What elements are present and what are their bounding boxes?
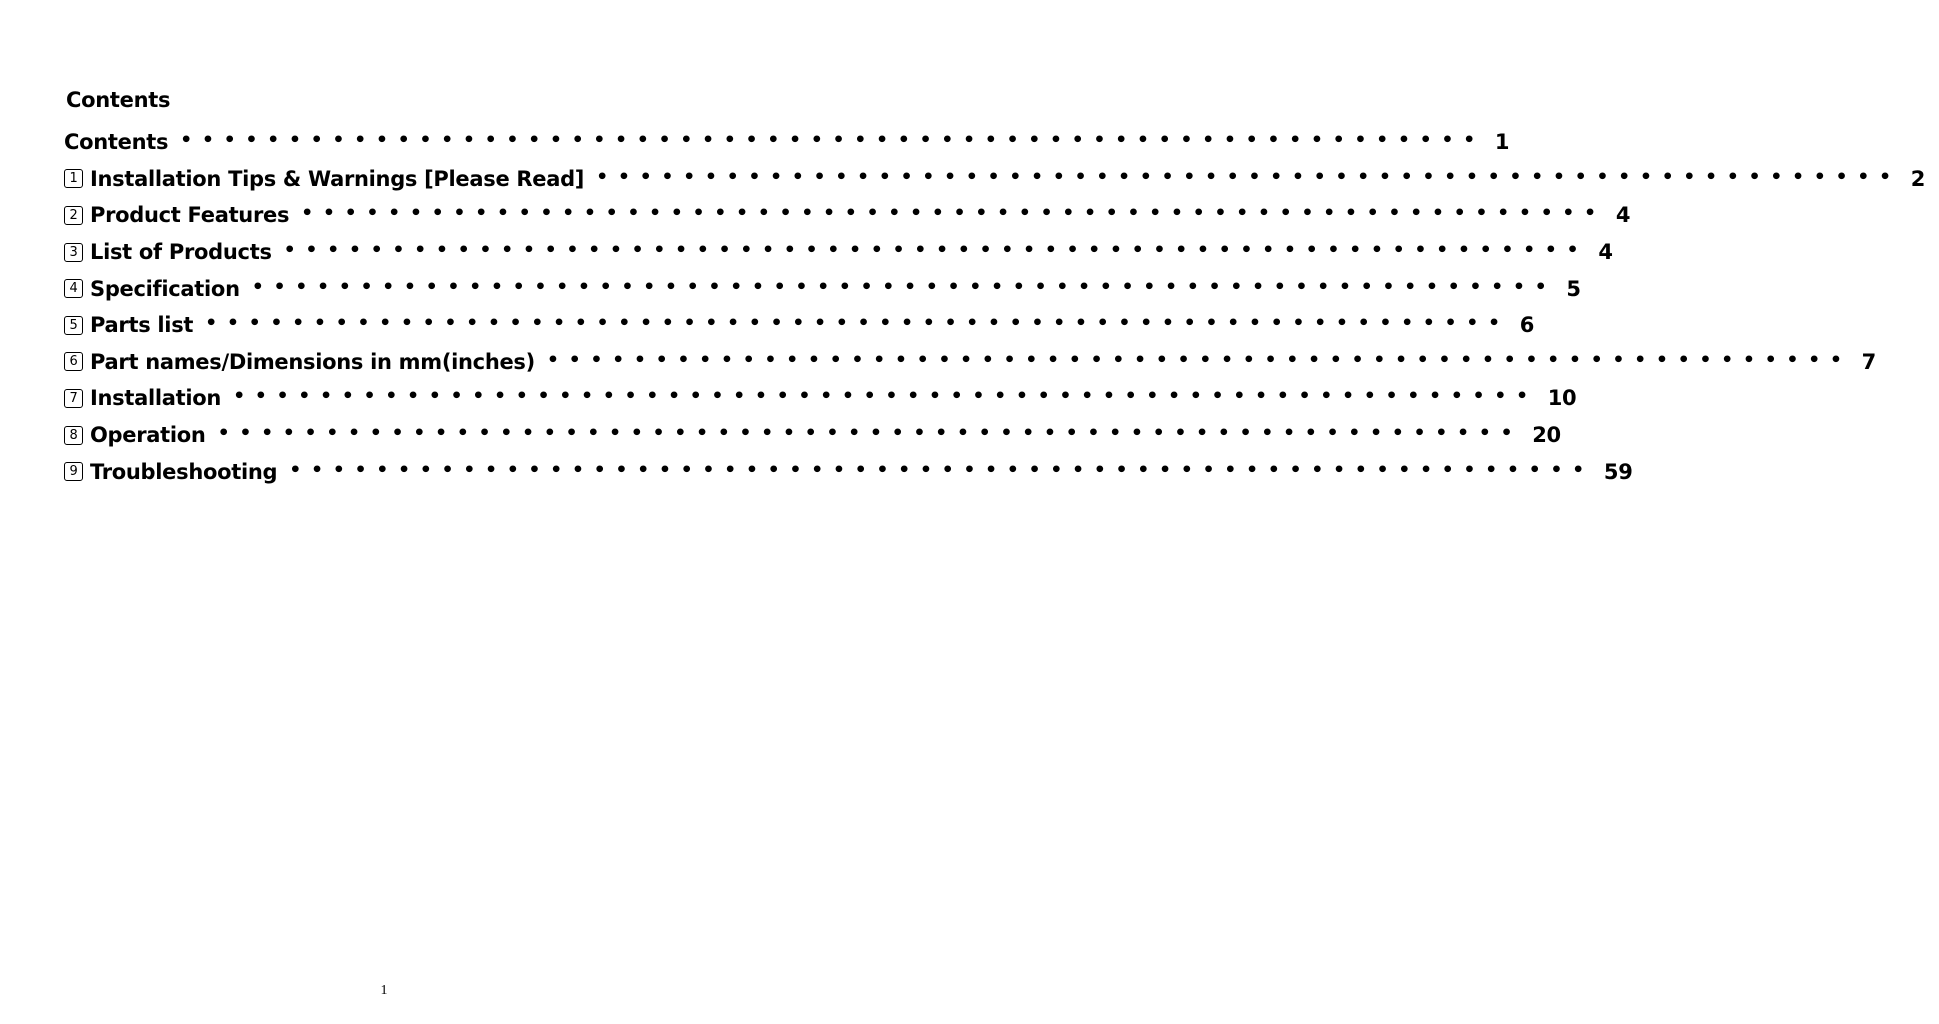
toc-entry-number: 5 <box>64 316 83 335</box>
toc-entry-page: 4 <box>1598 240 1613 265</box>
toc-dot-leader: •••••••••••••••••••••••••••••••••••••••••••••••••••••••••••• <box>233 385 1538 408</box>
toc-entry-page: 7 <box>1861 349 1876 374</box>
toc-entry-page: 59 <box>1603 459 1633 484</box>
toc-entry-title: Parts list <box>90 313 194 338</box>
toc-entry-installation[interactable] <box>64 380 1577 417</box>
toc-dot-leader: •••••••••••••••••••••••••••••••••••••••••••••••••••••••••••• <box>217 422 1523 445</box>
toc-entry-title: Installation <box>90 386 222 411</box>
toc-entry-number: 8 <box>64 426 83 445</box>
toc-entry-number: 2 <box>64 206 83 225</box>
toc-entry-page: 4 <box>1615 203 1631 228</box>
toc-entry-contents[interactable] <box>64 124 1510 161</box>
toc-entry-page: 10 <box>1547 386 1577 411</box>
toc-entry-title: Contents <box>64 130 169 155</box>
toc-entry-number: 1 <box>64 169 83 188</box>
toc-entry-number: 7 <box>64 389 83 408</box>
toc-entry-page: 6 <box>1519 313 1535 338</box>
toc-entry-title: Product Features <box>90 203 290 228</box>
toc-entry-product-features[interactable] <box>64 197 1631 234</box>
toc-entry-number: 6 <box>64 352 83 371</box>
toc-entry-number: 9 <box>64 462 83 481</box>
toc-entry-number: 3 <box>64 243 83 262</box>
toc-dot-leader: •••••••••••••••••••••••••••••••••••••••••••••••••••••••••••• <box>289 458 1594 481</box>
page-title: Contents <box>66 88 171 112</box>
toc-dot-leader: •••••••••••••••••••••••••••••••••••••••••••••••••••••••••••• <box>205 312 1510 335</box>
toc-entry-title: Installation Tips & Warnings [Please Read] <box>90 166 585 191</box>
toc-entry-page: 1 <box>1494 130 1510 155</box>
toc-dot-leader: •••••••••••••••••••••••••••••••••••••••••••••••••••••••••••• <box>301 202 1606 225</box>
toc-entry-installation-tips[interactable] <box>64 161 1926 198</box>
toc-dot-leader: •••••••••••••••••••••••••••••••••••••••••••••••••••••••••••• <box>180 129 1485 152</box>
toc-entry-part-names-dimensions[interactable] <box>64 344 1876 381</box>
toc-entry-operation[interactable] <box>64 417 1561 454</box>
toc-entry-troubleshooting[interactable] <box>64 453 1633 490</box>
toc-dot-leader: •••••••••••••••••••••••••••••••••••••••••••••••••••••••••••• <box>596 165 1901 188</box>
toc-entry-list-of-products[interactable] <box>64 234 1613 271</box>
toc-entry-number: 4 <box>64 279 83 298</box>
toc-entry-title: Specification <box>90 276 240 301</box>
toc-entry-page: 5 <box>1566 276 1581 301</box>
toc-dot-leader: •••••••••••••••••••••••••••••••••••••••••••••••••••••••••••• <box>251 275 1557 298</box>
toc-dot-leader: •••••••••••••••••••••••••••••••••••••••••••••••••••••••••••• <box>283 239 1589 262</box>
page-number: 1 <box>380 983 388 998</box>
toc-entry-page: 2 <box>1910 166 1926 191</box>
toc-entry-title: List of Products <box>90 240 272 265</box>
toc-entry-title: Part names/Dimensions in mm(inches) <box>90 349 535 374</box>
toc-entry-parts-list[interactable] <box>64 307 1535 344</box>
toc-dot-leader: •••••••••••••••••••••••••••••••••••••••••••••••••••••••••••• <box>546 348 1852 371</box>
table-of-contents <box>64 124 1926 490</box>
toc-entry-specification[interactable] <box>64 270 1581 307</box>
toc-entry-page: 20 <box>1532 423 1561 448</box>
toc-entry-title: Operation <box>90 423 206 448</box>
toc-entry-title: Troubleshooting <box>90 459 278 484</box>
